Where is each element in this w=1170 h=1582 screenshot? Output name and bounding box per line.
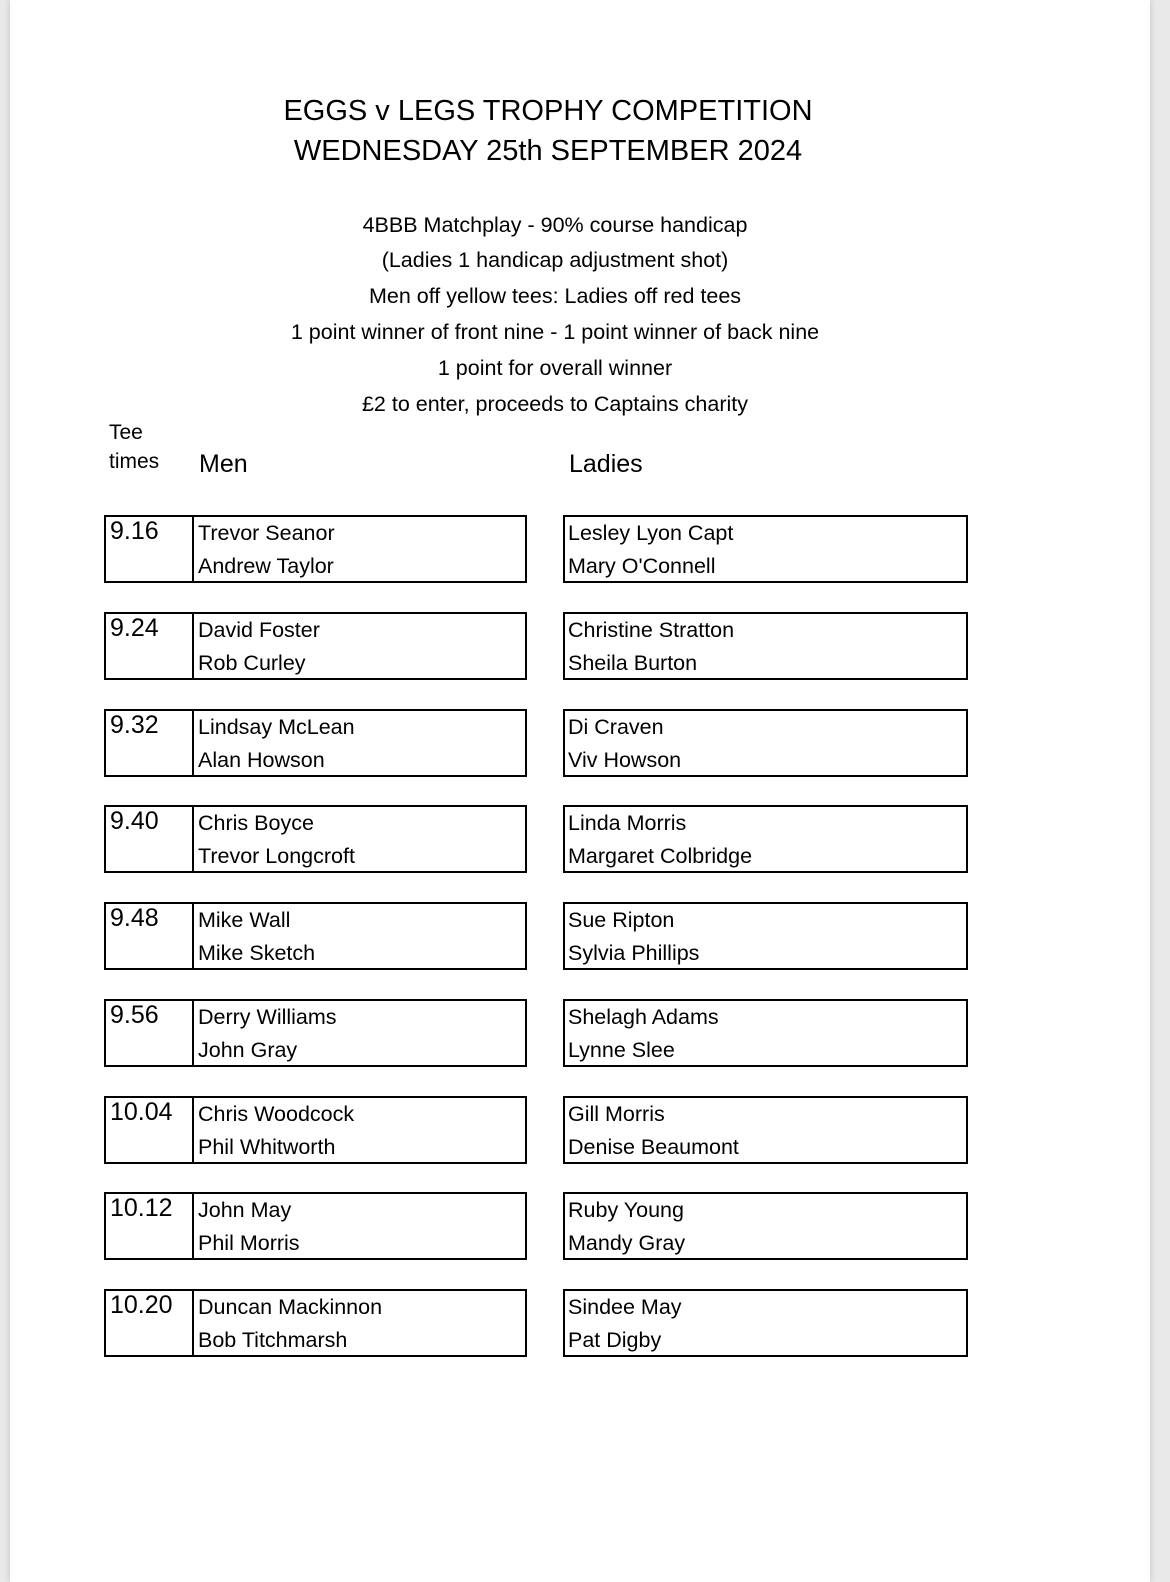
ladies-player-name: Pat Digby: [568, 1328, 662, 1352]
ladies-player-name: Sheila Burton: [568, 651, 698, 675]
ladies-player-name: Christine Stratton: [568, 618, 735, 642]
document-page: [10, 0, 1150, 1582]
ladies-player-name: Shelagh Adams: [568, 1005, 719, 1029]
men-player-name: Mike Sketch: [198, 941, 316, 965]
tee-time: 9.48: [106, 904, 194, 968]
ladies-player-name: Margaret Colbridge: [568, 844, 753, 868]
ladies-pairing-row: [563, 709, 968, 777]
tee-time: 10.12: [106, 1194, 194, 1258]
men-player-name: Alan Howson: [198, 748, 325, 772]
men-pairing-row: [104, 1289, 527, 1357]
men-player-name: Chris Woodcock: [198, 1102, 355, 1126]
ladies-player-name: Ruby Young: [568, 1198, 684, 1222]
info-line: £2 to enter, proceeds to Captains charity: [361, 392, 749, 416]
men-pairing-row: [104, 1096, 527, 1164]
tee-time: 9.40: [106, 807, 194, 871]
tee-time: 9.56: [106, 1001, 194, 1065]
tee-time: 9.16: [106, 517, 194, 581]
ladies-pairing-row: [563, 612, 968, 680]
men-player-name: Trevor Seanor: [198, 521, 335, 545]
men-pairing-row: [104, 902, 527, 970]
info-line: 1 point winner of front nine - 1 point winner of back nine: [290, 320, 820, 344]
men-player-name: Mike Wall: [198, 908, 291, 932]
ladies-player-name: Mary O'Connell: [568, 554, 716, 578]
ladies-player-name: Gill Morris: [568, 1102, 665, 1126]
ladies-pairing-row: [563, 805, 968, 873]
men-player-name: Rob Curley: [198, 651, 306, 675]
men-player-name: Derry Williams: [198, 1005, 337, 1029]
men-pairing-row: [104, 709, 527, 777]
men-player-name: Duncan Mackinnon: [198, 1295, 383, 1319]
ladies-player-name: Sue Ripton: [568, 908, 675, 932]
tee-time: 9.32: [106, 711, 194, 775]
tee-time: 9.24: [106, 614, 194, 678]
info-line: Men off yellow tees: Ladies off red tees: [368, 284, 742, 308]
men-player-name: Lindsay McLean: [198, 715, 355, 739]
tee-time: 10.20: [106, 1291, 194, 1355]
men-column-header: Men: [199, 450, 248, 478]
ladies-column-header: Ladies: [569, 450, 643, 478]
page-title: EGGS v LEGS TROPHY COMPETITION: [283, 95, 813, 127]
ladies-player-name: Viv Howson: [568, 748, 682, 772]
men-pairing-row: [104, 999, 527, 1067]
men-pairing-row: [104, 1192, 527, 1260]
ladies-pairing-row: [563, 515, 968, 583]
ladies-player-name: Denise Beaumont: [568, 1135, 739, 1159]
men-player-name: John Gray: [198, 1038, 298, 1062]
ladies-player-name: Di Craven: [568, 715, 664, 739]
ladies-pairing-row: [563, 999, 968, 1067]
men-player-name: Phil Whitworth: [198, 1135, 336, 1159]
info-line: 4BBB Matchplay - 90% course handicap: [362, 213, 748, 237]
tee-times-header-line1: Tee: [109, 421, 143, 444]
men-player-name: Chris Boyce: [198, 811, 314, 835]
men-player-name: Andrew Taylor: [198, 554, 334, 578]
men-pairing-row: [104, 805, 527, 873]
men-player-name: David Foster: [198, 618, 320, 642]
men-player-name: Trevor Longcroft: [198, 844, 355, 868]
ladies-player-name: Mandy Gray: [568, 1231, 686, 1255]
tee-time: 10.04: [106, 1098, 194, 1162]
ladies-player-name: Lesley Lyon Capt: [568, 521, 734, 545]
ladies-pairing-row: [563, 902, 968, 970]
men-pairing-row: [104, 515, 527, 583]
ladies-pairing-row: [563, 1192, 968, 1260]
ladies-player-name: Linda Morris: [568, 811, 687, 835]
ladies-pairing-row: [563, 1289, 968, 1357]
men-pairing-row: [104, 612, 527, 680]
men-player-name: Phil Morris: [198, 1231, 300, 1255]
info-line: (Ladies 1 handicap adjustment shot): [381, 248, 729, 272]
men-player-name: Bob Titchmarsh: [198, 1328, 348, 1352]
page-subtitle-date: WEDNESDAY 25th SEPTEMBER 2024: [293, 135, 803, 167]
tee-times-header-line2: times: [109, 450, 160, 473]
men-player-name: John May: [198, 1198, 292, 1222]
info-line: 1 point for overall winner: [437, 356, 673, 380]
ladies-pairing-row: [563, 1096, 968, 1164]
ladies-player-name: Lynne Slee: [568, 1038, 675, 1062]
ladies-player-name: Sindee May: [568, 1295, 682, 1319]
ladies-player-name: Sylvia Phillips: [568, 941, 700, 965]
